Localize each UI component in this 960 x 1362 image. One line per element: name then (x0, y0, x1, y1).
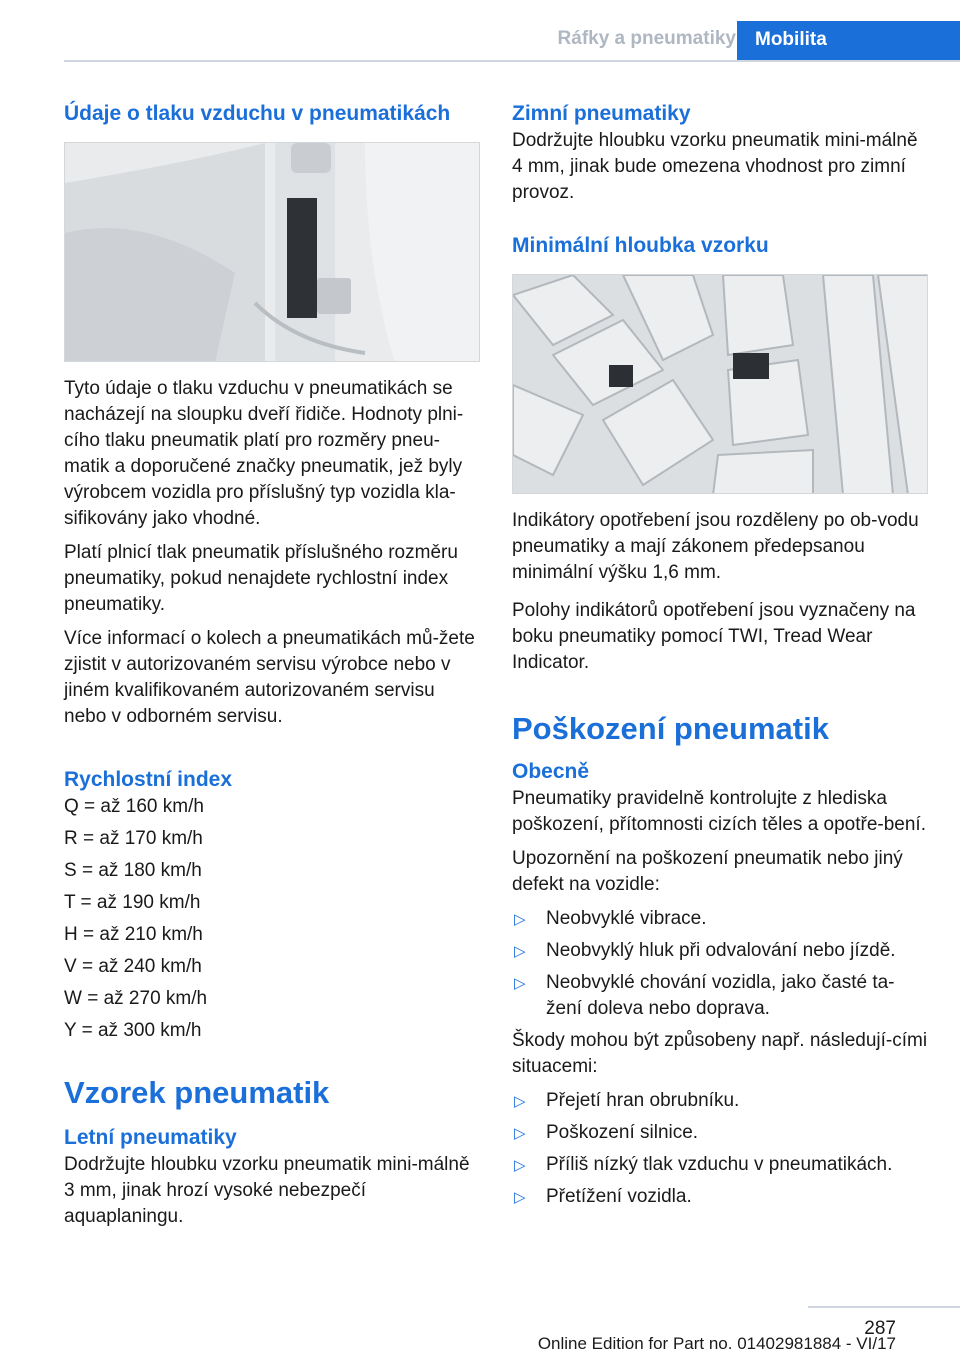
bullet-triangle-icon: ▷ (514, 1189, 526, 1206)
list-item (512, 938, 928, 964)
speed-index-item: Y = až 300 km/h (64, 1020, 202, 1041)
general-paragraph-2: Upozornění na poškození pneumatik nebo jiný defekt na vozidle: (512, 848, 903, 895)
page-number: 287 (864, 1318, 896, 1339)
footer-divider (808, 1306, 960, 1308)
list-item-text: Neobvyklé chování vozidla, jako časté ta-žení doleva nebo doprava. (546, 972, 895, 1019)
pressure-paragraph-2: Platí plnicí tlak pneumatik příslušného rozměru pneumatiky, pokud nenajdete rychlostní index pneumatiky. (64, 542, 458, 615)
left-column (64, 100, 480, 1238)
speed-index-item: W = až 270 km/h (64, 988, 208, 1009)
list-item-text: Přetížení vozidla. (546, 1186, 692, 1207)
list-item (512, 1152, 928, 1178)
heading-summer-tires: Letní pneumatiky (64, 1126, 237, 1149)
speed-index-item: R = až 170 km/h (64, 828, 203, 849)
speed-index-item: S = až 180 km/h (64, 860, 202, 881)
min-tread-paragraph-1: Indikátory opotřebení jsou rozděleny po ob-vodu pneumatiky a mají zákonem předepsanou minimální výšku 1,6 mm. (512, 510, 919, 583)
bullet-triangle-icon: ▷ (514, 1157, 526, 1174)
header-chapter-tab: Mobilita (737, 21, 960, 62)
right-column (512, 100, 928, 1216)
heading-speed-index: Rychlostní index (64, 768, 233, 791)
list-item (512, 1088, 928, 1114)
header-divider (64, 60, 960, 62)
pressure-paragraph-1: Tyto údaje o tlaku vzduchu v pneumatikách se nacházejí na sloupku dveří řidiče. Hodnoty plni-cího tlaku pneumatik platí pro rozměry pneu-matik a doporučené značky pneumatik, jež byly výrobcem vozidla pro příslušný typ vozidla kla-sifikovány jako vhodné. (64, 378, 464, 529)
speed-index-item: V = až 240 km/h (64, 956, 202, 977)
heading-tire-tread: Vzorek pneumatik (64, 1075, 330, 1110)
list-item (512, 970, 928, 1022)
bullet-triangle-icon: ▷ (514, 911, 526, 928)
speed-index-item: H = až 210 km/h (64, 924, 203, 945)
speed-index-list (64, 794, 480, 1044)
bullet-triangle-icon: ▷ (514, 943, 526, 960)
door-pillar-image (64, 142, 480, 362)
door-pillar-illustration (65, 143, 480, 362)
general-paragraph-1: Pneumatiky pravidelně kontrolujte z hlediska poškození, přítomnosti cizích těles a opotře-bení. (512, 788, 926, 835)
speed-index-item: Q = až 160 km/h (64, 796, 204, 817)
list-item (512, 1184, 928, 1210)
list-item-text: Přejetí hran obrubníku. (546, 1090, 740, 1111)
list-item (512, 1120, 928, 1146)
bullet-triangle-icon: ▷ (514, 1125, 526, 1142)
heading-tire-damage: Poškození pneumatik (512, 711, 829, 746)
min-tread-paragraph-2: Polohy indikátorů opotřebení jsou vyznačeny na boku pneumatiky pomocí TWI, Tread Wear Indicator. (512, 600, 916, 673)
heading-general: Obecně (512, 760, 590, 783)
tread-wear-illustration (513, 275, 928, 494)
list-item-text: Neobvyklé vibrace. (546, 908, 707, 929)
speed-index-item: T = až 190 km/h (64, 892, 201, 913)
winter-paragraph: Dodržujte hloubku vzorku pneumatik mini-málně 4 mm, jinak bude omezena vhodnost pro zimní provoz. (512, 130, 918, 203)
tread-wear-image (512, 274, 928, 494)
list-item-text: Neobvyklý hluk při odvalování nebo jízdě. (546, 940, 896, 961)
damage-causes-list (512, 1088, 928, 1210)
summer-paragraph: Dodržujte hloubku vzorku pneumatik mini-málně 3 mm, jinak hrozí vysoké nebezpečí aquaplaningu. (64, 1154, 470, 1227)
bullet-triangle-icon: ▷ (514, 975, 526, 992)
edition-note: Online Edition for Part no. 01402981884 - VI/17 (537, 1334, 896, 1353)
header-section-title: Ráfky a pneumatiky (557, 28, 736, 49)
pressure-paragraph-3: Více informací o kolech a pneumatikách mů-žete zjistit v autorizovaném servisu výrobce nebo v jiném kvalifikovaném autorizovaném servisu nebo v odborném servisu. (64, 628, 475, 727)
heading-tire-pressure: Údaje o tlaku vzduchu v pneumatikách (64, 102, 451, 125)
heading-min-tread-depth: Minimální hloubka vzorku (512, 234, 769, 257)
list-item-text: Příliš nízký tlak vzduchu v pneumatikách. (546, 1154, 893, 1175)
bullet-triangle-icon: ▷ (514, 1093, 526, 1110)
list-item (512, 906, 928, 932)
general-paragraph-3: Škody mohou být způsobeny např. následují-cími situacemi: (512, 1030, 928, 1077)
heading-winter-tires: Zimní pneumatiky (512, 102, 691, 125)
list-item-text: Poškození silnice. (546, 1122, 699, 1143)
warning-signs-list (512, 906, 928, 1022)
